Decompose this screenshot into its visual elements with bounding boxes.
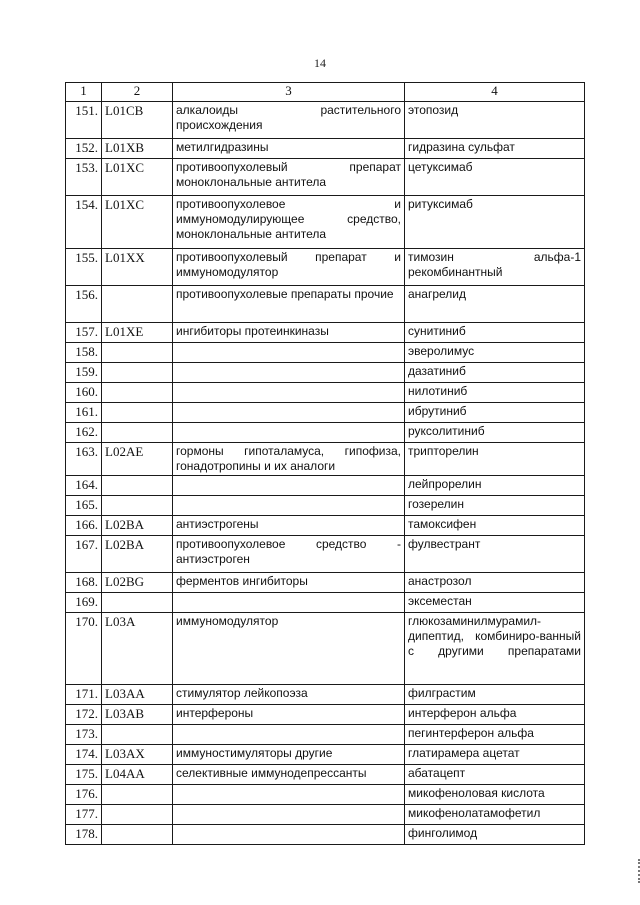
drug-group: [173, 383, 405, 403]
drug-group: гормоны гипоталамуса, гипофиза, гонадотропины и их аналоги: [173, 443, 405, 476]
drug-group: противоопухолевые препараты прочие: [173, 286, 405, 323]
row-number: 152.: [66, 139, 102, 159]
drug-group: [173, 363, 405, 383]
table-row: [66, 573, 585, 593]
atc-code: [102, 383, 173, 403]
table-row: [66, 403, 585, 423]
atc-code: [102, 476, 173, 496]
atc-code: L02BG: [102, 573, 173, 593]
table-row: [66, 323, 585, 343]
atc-code: [102, 593, 173, 613]
drug-name: ибрутиниб: [405, 403, 585, 423]
table-row: [66, 725, 585, 745]
table-row: [66, 196, 585, 249]
table-row: [66, 685, 585, 705]
drug-name: филграстим: [405, 685, 585, 705]
row-number: 175.: [66, 765, 102, 785]
table-row: [66, 249, 585, 286]
row-number: 166.: [66, 516, 102, 536]
table-row: [66, 705, 585, 725]
drug-name: интерферон альфа: [405, 705, 585, 725]
table-row: [66, 825, 585, 845]
table-row: [66, 423, 585, 443]
drug-group: противоопухолевое средство - антиэстроген: [173, 536, 405, 573]
drug-group: [173, 496, 405, 516]
atc-code: L02BA: [102, 516, 173, 536]
row-number: 159.: [66, 363, 102, 383]
drug-name: микофенолатамофетил: [405, 805, 585, 825]
drug-name: ритуксимаб: [405, 196, 585, 249]
table-row: [66, 383, 585, 403]
drug-name: эверолимус: [405, 343, 585, 363]
row-number: 158.: [66, 343, 102, 363]
atc-code: L01XB: [102, 139, 173, 159]
row-number: 169.: [66, 593, 102, 613]
atc-code: [102, 725, 173, 745]
page-number: 14: [314, 56, 326, 70]
atc-code: L02AE: [102, 443, 173, 476]
atc-code: [102, 363, 173, 383]
table-row: [66, 765, 585, 785]
row-number: 167.: [66, 536, 102, 573]
atc-code: L04AA: [102, 765, 173, 785]
row-number: 168.: [66, 573, 102, 593]
row-number: 153.: [66, 159, 102, 196]
atc-code: [102, 785, 173, 805]
drug-name: глатирамера ацетат: [405, 745, 585, 765]
atc-code: [102, 403, 173, 423]
row-number: 171.: [66, 685, 102, 705]
row-number: 165.: [66, 496, 102, 516]
drug-name: тамоксифен: [405, 516, 585, 536]
table-row: [66, 363, 585, 383]
drug-name: пегинтерферон альфа: [405, 725, 585, 745]
drug-name: анагрелид: [405, 286, 585, 323]
drug-group: [173, 403, 405, 423]
drug-group: ингибиторы протеинкиназы: [173, 323, 405, 343]
table-row: [66, 785, 585, 805]
drug-name: эксеместан: [405, 593, 585, 613]
atc-code: L01XC: [102, 196, 173, 249]
table-row: [66, 536, 585, 573]
column-header-2: 2: [102, 83, 173, 102]
drug-group: [173, 805, 405, 825]
column-header-1: 1: [66, 83, 102, 102]
drug-group: стимулятор лейкопоэза: [173, 685, 405, 705]
row-number: 176.: [66, 785, 102, 805]
atc-code: L02BA: [102, 536, 173, 573]
drug-name: этопозид: [405, 102, 585, 139]
header-row: [66, 83, 585, 102]
table-row: [66, 286, 585, 323]
row-number: 164.: [66, 476, 102, 496]
table-row: [66, 745, 585, 765]
drug-name: лейпрорелин: [405, 476, 585, 496]
atc-code: L01CB: [102, 102, 173, 139]
row-number: 154.: [66, 196, 102, 249]
drug-group: селективные иммунодепрессанты: [173, 765, 405, 785]
row-number: 174.: [66, 745, 102, 765]
drug-group: [173, 825, 405, 845]
column-header-4: 4: [405, 83, 585, 102]
row-number: 172.: [66, 705, 102, 725]
drug-group: [173, 593, 405, 613]
atc-code: L03AB: [102, 705, 173, 725]
drug-name: трипторелин: [405, 443, 585, 476]
table-row: [66, 343, 585, 363]
table-row: [66, 443, 585, 476]
scan-edge-mark: [624, 859, 640, 883]
drug-name: фулвестрант: [405, 536, 585, 573]
drug-name: тимозин альфа-1 рекомбинантный: [405, 249, 585, 286]
atc-code: L01XE: [102, 323, 173, 343]
drug-name: глюкозаминилмурамил-дипептид, комбиниро-ванный с другими препаратами: [405, 613, 585, 685]
drug-name: гидразина сульфат: [405, 139, 585, 159]
row-number: 162.: [66, 423, 102, 443]
drug-group: иммуностимуляторы другие: [173, 745, 405, 765]
table-row: [66, 613, 585, 685]
drug-group: противоопухолевый препарат и иммуномодулятор: [173, 249, 405, 286]
table-row: [66, 476, 585, 496]
drug-name: финголимод: [405, 825, 585, 845]
atc-code: L03AA: [102, 685, 173, 705]
drug-group: [173, 343, 405, 363]
drug-group: иммуномодулятор: [173, 613, 405, 685]
drug-group: ферментов ингибиторы: [173, 573, 405, 593]
drug-group: алкалоиды растительного происхождения: [173, 102, 405, 139]
drug-name: сунитиниб: [405, 323, 585, 343]
row-number: 157.: [66, 323, 102, 343]
atc-code: [102, 805, 173, 825]
atc-code: [102, 825, 173, 845]
row-number: 161.: [66, 403, 102, 423]
drug-group: метилгидразины: [173, 139, 405, 159]
row-number: 170.: [66, 613, 102, 685]
row-number: 160.: [66, 383, 102, 403]
atc-code: L01XC: [102, 159, 173, 196]
atc-code: L03A: [102, 613, 173, 685]
drug-group: [173, 423, 405, 443]
atc-code: [102, 423, 173, 443]
drug-name: цетуксимаб: [405, 159, 585, 196]
row-number: 156.: [66, 286, 102, 323]
drug-group: [173, 785, 405, 805]
drug-name: анастрозол: [405, 573, 585, 593]
drug-group: интерфероны: [173, 705, 405, 725]
drug-group: [173, 476, 405, 496]
table-row: [66, 159, 585, 196]
row-number: 177.: [66, 805, 102, 825]
row-number: 173.: [66, 725, 102, 745]
row-number: 155.: [66, 249, 102, 286]
row-number: 178.: [66, 825, 102, 845]
table-row: [66, 593, 585, 613]
atc-code: [102, 286, 173, 323]
drug-name: микофеноловая кислота: [405, 785, 585, 805]
atc-code: L03AX: [102, 745, 173, 765]
table-row: [66, 102, 585, 139]
drug-group: антиэстрогены: [173, 516, 405, 536]
atc-code: L01XX: [102, 249, 173, 286]
column-header-3: 3: [173, 83, 405, 102]
drug-name: гозерелин: [405, 496, 585, 516]
row-number: 163.: [66, 443, 102, 476]
table-row: [66, 516, 585, 536]
table-row: [66, 139, 585, 159]
row-number: 151.: [66, 102, 102, 139]
drug-group: противоопухолевый препарат моноклональные антитела: [173, 159, 405, 196]
drug-table: [65, 82, 585, 845]
drug-name: абатацепт: [405, 765, 585, 785]
drug-name: нилотиниб: [405, 383, 585, 403]
drug-group: [173, 725, 405, 745]
atc-code: [102, 496, 173, 516]
table-row: [66, 496, 585, 516]
drug-name: руксолитиниб: [405, 423, 585, 443]
table-row: [66, 805, 585, 825]
atc-code: [102, 343, 173, 363]
drug-name: дазатиниб: [405, 363, 585, 383]
drug-group: противоопухолевое и иммуномодулирующее средство, моноклональные антитела: [173, 196, 405, 249]
